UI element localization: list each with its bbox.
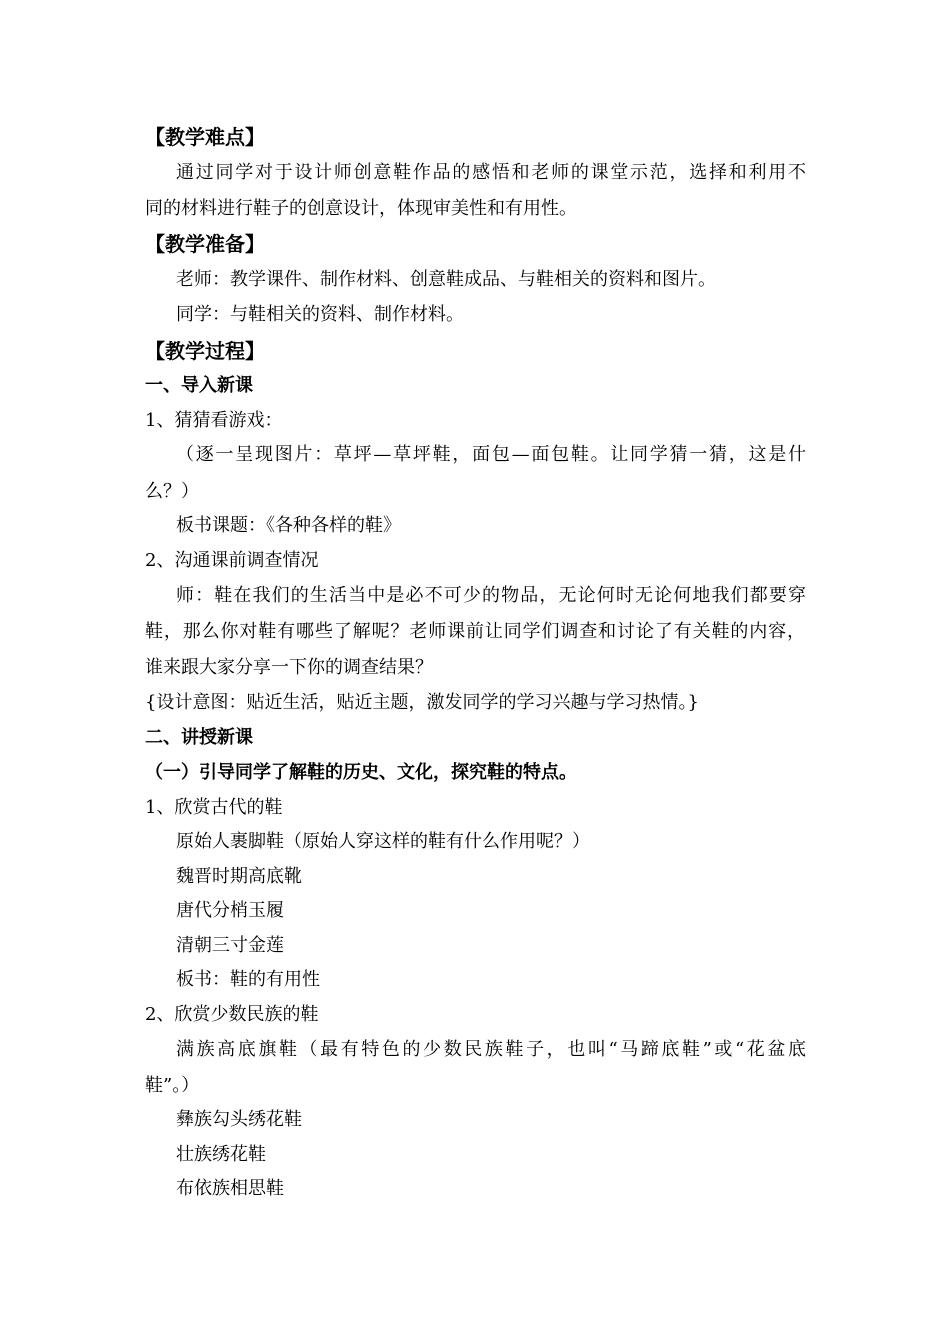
section-introduction: 一、导入新课 — [145, 375, 253, 396]
preparation-student: 同学：与鞋相关的资料、制作材料。 — [176, 304, 464, 325]
teacher-speech-line-2: 鞋，那么你对鞋有哪些了解呢？老师课前让同学们调查和讨论了有关鞋的内容， — [145, 621, 805, 642]
manchu-shoe-line-1: 满族高底旗鞋（最有特色的少数民族鞋子，也叫“马蹄底鞋”或“花盆底 — [176, 1039, 806, 1060]
teacher-speech-line-1: 师：鞋在我们的生活当中是必不可少的物品，无论何时无论何地我们都要穿 — [176, 585, 806, 606]
item-pre-class-survey: 2、沟通课前调查情况 — [145, 550, 319, 571]
heading-teaching-difficulty: 【教学难点】 — [145, 125, 265, 149]
heading-teaching-process: 【教学过程】 — [145, 339, 265, 363]
heading-teaching-preparation: 【教学准备】 — [145, 232, 265, 256]
manchu-shoe-line-2: 鞋”。） — [145, 1075, 200, 1096]
list-item: 唐代分梢玉履 — [176, 900, 284, 921]
subsection-shoe-history: （一）引导同学了解鞋的历史、文化，探究鞋的特点。 — [145, 762, 577, 783]
preparation-teacher: 老师：教学课件、制作材料、创意鞋成品、与鞋相关的资料和图片。 — [176, 269, 716, 290]
section-new-lesson: 二、讲授新课 — [145, 727, 253, 748]
design-intent-note: {设计意图：贴近生活，贴近主题，激发同学的学习兴趣与学习热情。} — [145, 692, 699, 713]
list-item: 壮族绣花鞋 — [176, 1144, 266, 1165]
difficulty-paragraph-line-2: 同的材料进行鞋子的创意设计，体现审美性和有用性。 — [145, 198, 577, 219]
board-usefulness: 板书：鞋的有用性 — [176, 969, 320, 990]
list-item: 清朝三寸金莲 — [176, 935, 284, 956]
game-description-line-2: 么？） — [145, 481, 199, 502]
item-guessing-game: 1、猜猜看游戏： — [145, 410, 283, 431]
list-item: 魏晋时期高底靴 — [176, 866, 302, 887]
item-ancient-shoes: 1、欣赏古代的鞋 — [145, 797, 283, 818]
teacher-speech-line-3: 谁来跟大家分享一下你的调查结果？ — [145, 657, 433, 678]
difficulty-paragraph-line-1: 通过同学对于设计师创意鞋作品的感悟和老师的课堂示范，选择和利用不 — [176, 162, 806, 183]
item-ethnic-shoes: 2、欣赏少数民族的鞋 — [145, 1004, 319, 1025]
list-item: 布依族相思鞋 — [176, 1178, 284, 1199]
list-item: 彝族勾头绣花鞋 — [176, 1109, 302, 1130]
game-description-line-1: （逐一呈现图片：草坪—草坪鞋，面包—面包鞋。让同学猜一猜，这是什 — [176, 444, 806, 465]
list-item: 原始人裹脚鞋（原始人穿这样的鞋有什么作用呢？） — [176, 831, 590, 852]
board-lesson-title: 板书课题：《各种各样的鞋》 — [176, 515, 401, 536]
